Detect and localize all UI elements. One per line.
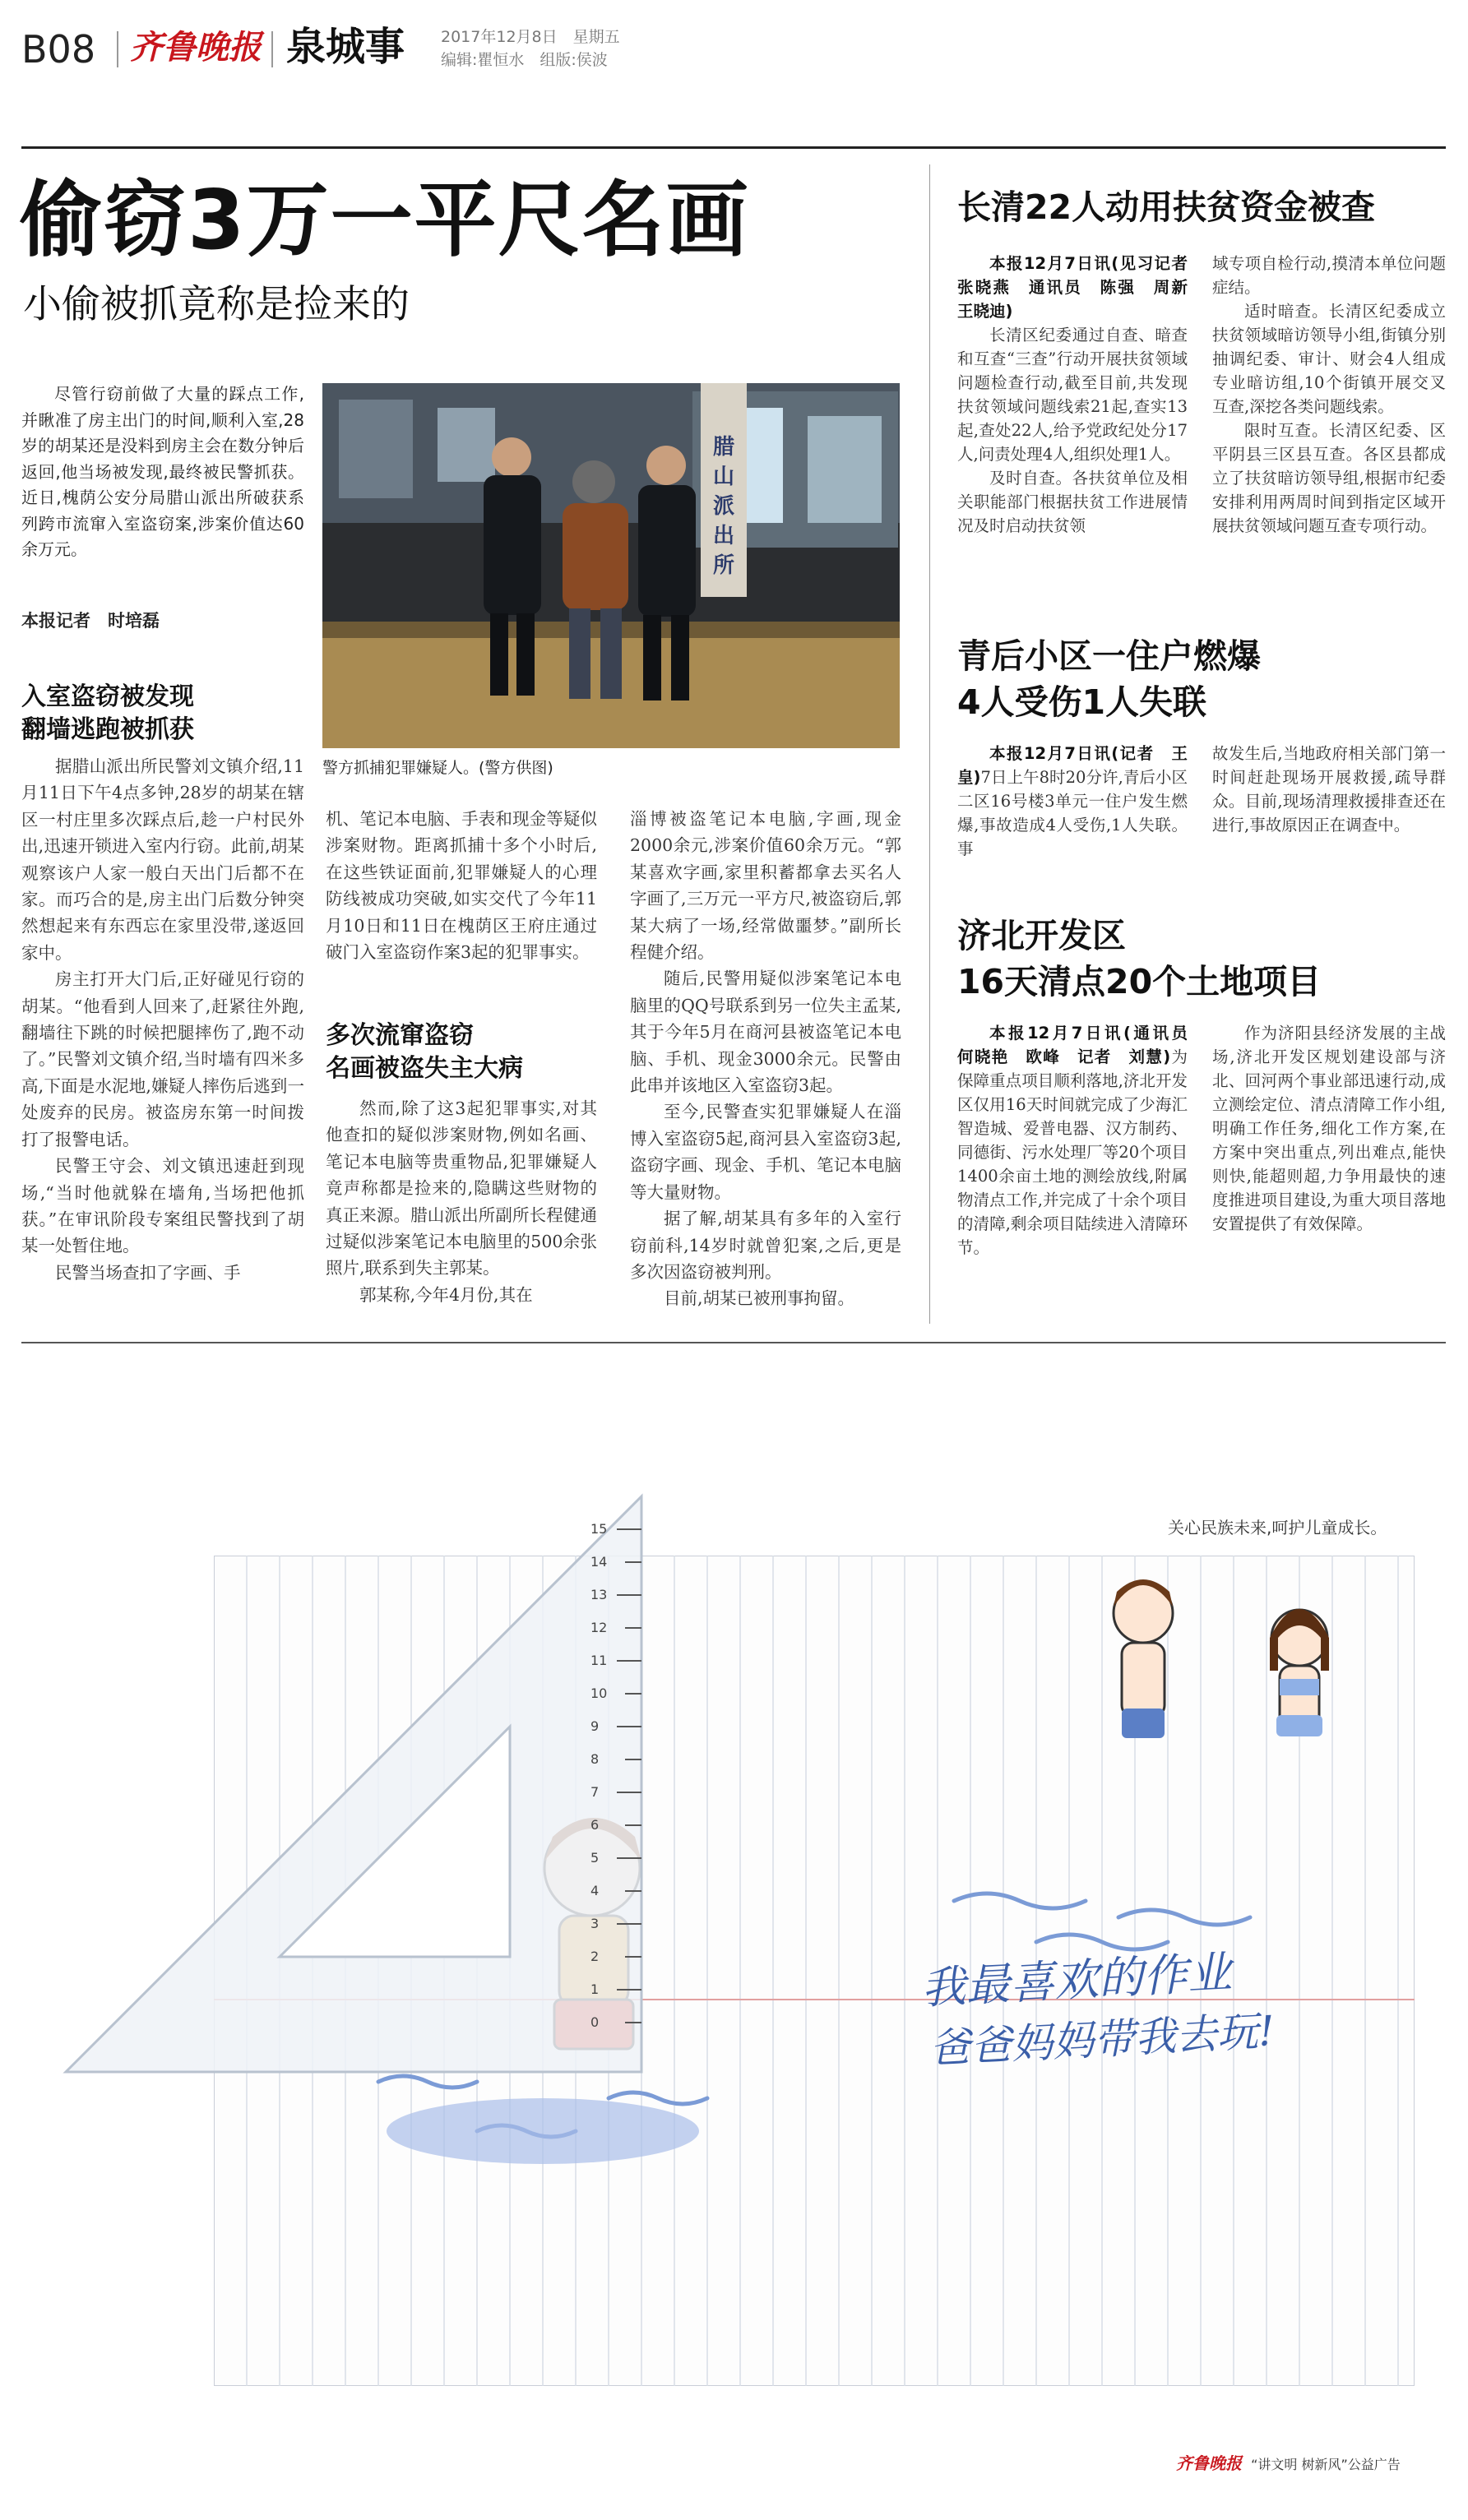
ruler-tick-label: 15 (590, 1521, 608, 1537)
ad-handwriting-line1: 我最喜欢的作业 (919, 1946, 1234, 2014)
ruler-tick-label: 6 (590, 1817, 600, 1833)
ruler-tick-label: 3 (590, 1916, 600, 1931)
ruler-tick-label: 14 (590, 1554, 608, 1570)
main-col1: 据腊山派出所民警刘文镇介绍,11月11日下午4点多钟,28岁的胡某在辖区一村庄里多次踩点后,趁一户村民外出,迅速开锁进入室内行窃。此前,胡某观察该户人家一般白天出门后都不在家。而巧合的是,房主出门后数分钟突然想起来有东西忘在家里没带,遂返回家中。 房主打开大门后,正好碰见行窃的胡某。“他看到人回来了,赶紧往外跑,翻墙往下跳的时候把腿摔伤了,跑不动了。”民警刘文镇介绍,当时墙有四米多高,下面是水泥地,嫌疑人摔伤后逃到一处废弃的民房。被盗房东第一时间拨打了报警电话。 民警王守会、刘文镇迅速赶到现场,“当时他就躲在墙角,当场把他抓获。”在审讯阶段专案组民警找到了胡某一处暂住地。 民警当场查扣了字画、手 (21, 756, 304, 1283)
page-number: B08 (21, 27, 96, 72)
photo-caption: 警方抓捕犯罪嫌疑人。(警方供图) (322, 759, 553, 777)
ad-slogan: 关心民族未来,呵护儿童成长。 (1168, 1518, 1387, 1537)
main-col2a: 机、笔记本电脑、手表和现金等疑似涉案财物。距离抓捕十多个小时后,在这些铁证面前,犯罪嫌疑人的心理防线被成功突破,如实交代了今年11月10日和11日在槐荫区王府庄通过破门入室盗窃作案3起的犯罪事实。 (326, 809, 597, 963)
story1-title: 长清22人动用扶贫资金被查 (957, 187, 1376, 227)
news-photo (322, 383, 900, 748)
story3-col-a: 本报12月7日讯(通讯员 何晓艳 欧峰 记者 刘慧)为保障重点项目顺利落地,济北开发区仅用16天时间就完成了少海汇智造城、爱普电器、汉方制药、同德街、污水处理厂等20个项目1400余亩土地的测绘放线,附属物清点工作,并完成了十余个项目的清障,剩余项目陆续进入清障环节。 (957, 1024, 1204, 1257)
section1-title: 入室盗窃被发现 翻墙逃跑被抓获 (21, 682, 194, 744)
ruler-tick-label: 0 (590, 2014, 600, 2030)
ruler-tick-label: 7 (590, 1784, 600, 1800)
ruler-tick-label: 10 (590, 1685, 608, 1701)
ruler-tick-label: 9 (590, 1718, 600, 1734)
story3-col-b: 作为济阳县经济发展的主战场,济北开发区规划建设部与济北、回河两个事业部迅速行动,成立测绘定位、清点清障工作小组,明确工作任务,细化工作方案,在方案中突出重点,列出难点,能快则快,能超则超,力争用最快的速度推进项目建设,为重大项目落地安置提供了有效保障。 (1212, 1024, 1446, 1233)
ad-footer-logo: 齐鲁晚报 (1176, 2453, 1242, 2473)
ad-handwriting-line2: 爸爸妈妈带我去玩! (928, 2007, 1276, 2073)
masthead (0, 0, 1468, 82)
main-col2b: 然而,除了这3起犯罪事实,对其他查扣的疑似涉案财物,例如名画、笔记本电脑等贵重物品,犯罪嫌疑人竟声称都是捡来的,隐瞒这些财物的真正来源。腊山派出所副所长程健通过疑似涉案笔记本电脑里的500余张照片,联系到失主郭某。 郭某称,今年4月份,其在 (326, 1098, 597, 1305)
date-line: 2017年12月8日 星期五 (441, 28, 620, 46)
story2-col-b: 故发生后,当地政府相关部门第一时间赶赴现场开展救援,疏导群众。目前,现场清理救援排查还在进行,事故原因正在调查中。 (1212, 744, 1446, 835)
ad-top-rule (21, 1342, 1446, 1343)
story2-col-a: 本报12月7日讯(记者 王皇)7日上午8时20分许,青后小区二区16号楼3单元一住户发生燃爆,事故造成4人受伤,1人失联。事 (957, 744, 1188, 858)
main-col3: 淄博被盗笔记本电脑,字画,现金2000余元,涉案价值60余万元。“郭某喜欢字画,家里积蓄都拿去买名人字画了,三万元一平方尺,被盗窃后,郭某大病了一场,经常做噩梦。”副所长程健介绍。 随后,民警用疑似涉案笔记本电脑里的QQ号联系到另一位失主孟某,其于今年5月在商河县被盗笔记本电脑、手机、现金3000余元。民警由此串并该地区入室盗窃3起。 至今,民警查实犯罪嫌疑人在淄博入室盗窃5起,商河县入室盗窃3起,盗窃字画、现金、手机、笔记本电脑等大量财物。 据了解,胡某具有多年的入室行窃前科,14岁时就曾犯案,之后,更是多次因盗窃被判刑。 目前,胡某已被刑事拘留。 (630, 809, 901, 1309)
masthead-divider-2 (271, 31, 273, 67)
ruler-tick-label: 5 (590, 1850, 600, 1866)
editors-line: 编辑:瞿恒水 组版:侯波 (441, 51, 608, 69)
ad-footer (1176, 2450, 1401, 2474)
ruler-tick-label: 13 (590, 1587, 608, 1602)
story1-col-b: 域专项自检行动,摸清本单位问题症结。 适时暗查。长清区纪委成立扶贫领域暗访领导小组,街镇分别抽调纪委、审计、财会4人组成专业暗访组,10个街镇开展交叉互查,深挖各类问题线索。 限时互查。长清区纪委、区平阴县三区县互查。各区县都成立了扶贫暗访领导组,根据市纪委安排利用两周时间到指定区域开展扶贫领域问题互查专项行动。 (1212, 254, 1446, 535)
paper-logo: 齐鲁晚报 (130, 28, 262, 67)
triangle-ruler-icon (49, 1463, 658, 2088)
ad-set-square (49, 1463, 658, 2088)
ruler-tick-label: 1 (590, 1981, 600, 1997)
main-headline: 偷窃3万一平尺名画 (20, 172, 750, 268)
story3-title: 济北开发区 16天清点20个土地项目 (957, 916, 1322, 1001)
ruler-tick-label: 12 (590, 1620, 608, 1635)
story2-title: 青后小区一住户燃爆 4人受伤1人失联 (957, 636, 1261, 722)
ruler-tick-label: 2 (590, 1949, 600, 1964)
ad-footer-text: “讲文明 树新风”公益广告 (1251, 2457, 1401, 2472)
main-intro: 尽管行窃前做了大量的踩点工作,并瞅准了房主出门的时间,顺利入室,28岁的胡某还是没料到房主会在数分钟后返回,他当场被发现,最终被民警抓获。近日,槐荫公安分局腊山派出所破获系列跨市流窜入室盗窃案,涉案价值达60余万元。 (21, 384, 304, 559)
masthead-divider (117, 31, 118, 67)
section-name: 泉城事 (286, 24, 405, 70)
section2-title: 多次流窜盗窃 名画被盗失主大病 (326, 1021, 523, 1083)
photo-sign: 腊山派出所 (712, 435, 734, 578)
main-byline: 本报记者 时培磊 (21, 611, 160, 631)
story1-col-a: 本报12月7日讯(见习记者 张晓燕 通讯员 陈强 周新 王晓迪) 长清区纪委通过自查、暗查和互查“三查”行动开展扶贫领域问题检查行动,截至目前,共发现扶贫领域问题线索21起,查实13起,查处22人,给予党政纪处分17人,问责处理4人,组织处理1人。 及时自查。各扶贫单位及相关职能部门根据扶贫工作进展情况及时启动扶贫领 (957, 254, 1204, 535)
ruler-tick-label: 4 (590, 1883, 600, 1898)
column-divider (929, 164, 930, 1324)
arrest-photo-image (322, 383, 900, 748)
ruler-tick-label: 11 (590, 1653, 608, 1668)
ruler-tick-label: 8 (590, 1751, 600, 1767)
ruler-numbers (590, 1521, 615, 2047)
masthead-rule (21, 146, 1446, 149)
main-subhead: 小偷被抓竟称是捡来的 (23, 282, 410, 327)
